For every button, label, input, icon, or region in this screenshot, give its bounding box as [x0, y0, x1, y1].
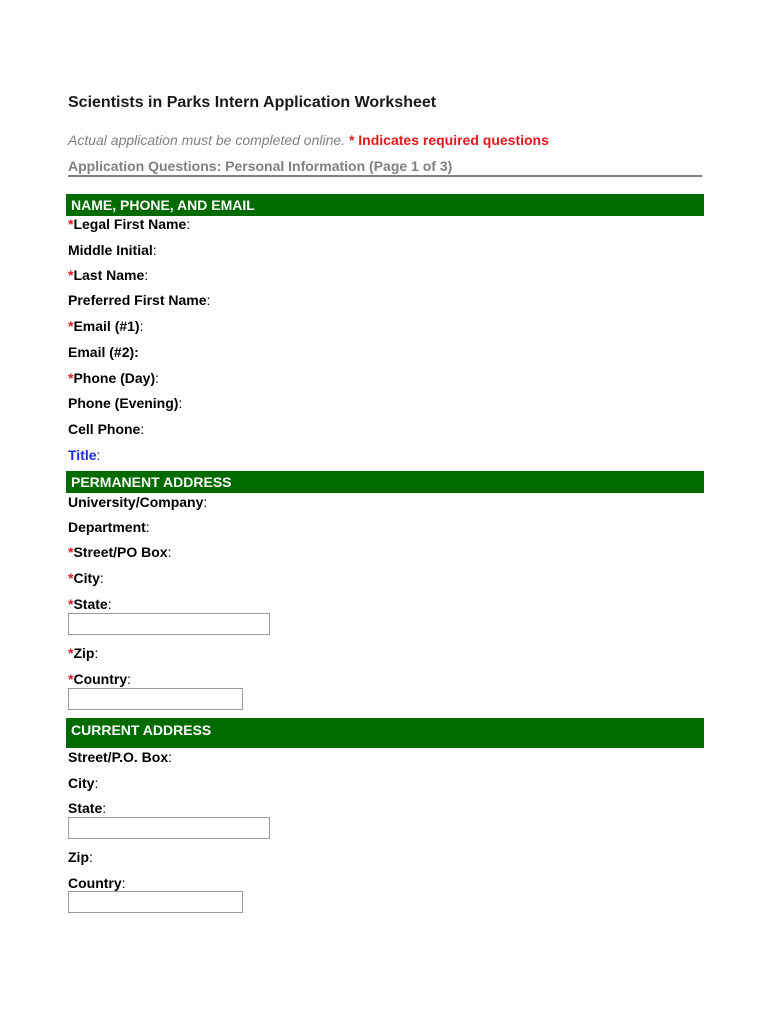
required-note: * Indicates required questions: [348, 132, 549, 148]
field-street-po-box: [68, 544, 171, 560]
field-label: State: [68, 800, 103, 816]
field-label: Title: [68, 447, 97, 463]
field-label: Legal First Name: [73, 216, 187, 232]
field-label: University/Company: [68, 494, 204, 510]
field-email-2: [68, 344, 139, 360]
field-label: State: [73, 596, 108, 612]
field-label: Zip: [73, 645, 95, 661]
field-current-street-po-box: [68, 749, 172, 765]
label-colon: :: [155, 370, 160, 386]
field-label: Email (#1): [73, 318, 140, 334]
field-current-city: [68, 775, 98, 791]
field-label: Email (#2): [68, 344, 135, 360]
field-label: Street/PO Box: [73, 544, 168, 560]
label-colon: :: [96, 447, 101, 463]
field-label: Preferred First Name: [68, 292, 207, 308]
label-colon: :: [203, 494, 208, 510]
section-bar-permanent-address: PERMANENT ADDRESS: [66, 471, 704, 493]
label-colon: :: [145, 519, 150, 535]
label-colon: :: [144, 267, 149, 283]
field-label: Phone (Evening): [68, 395, 179, 411]
field-label: Street/P.O. Box: [68, 749, 169, 765]
field-current-country: [68, 875, 126, 891]
field-last-name: [68, 267, 148, 283]
label-colon: :: [121, 875, 126, 891]
field-university-company: [68, 494, 207, 510]
label-colon: :: [102, 800, 107, 816]
section-bar-current-address: CURRENT ADDRESS: [66, 718, 704, 748]
field-label: Phone (Day): [73, 370, 156, 386]
field-title: [68, 447, 100, 463]
label-colon: :: [178, 395, 183, 411]
required-marker: *: [68, 216, 74, 232]
label-colon: :: [140, 421, 145, 437]
required-marker: *: [68, 596, 74, 612]
label-colon: :: [107, 596, 112, 612]
field-label: City: [68, 775, 95, 791]
required-marker: *: [68, 318, 74, 334]
field-city: [68, 570, 104, 586]
instructions-line: [68, 132, 549, 148]
required-marker: *: [68, 370, 74, 386]
label-colon: :: [99, 570, 104, 586]
label-colon: :: [89, 849, 93, 865]
label-colon: :: [168, 749, 173, 765]
label-colon: :: [186, 216, 191, 232]
required-marker: *: [68, 671, 74, 687]
field-label: Country: [68, 875, 122, 891]
field-current-zip: [68, 849, 93, 865]
section-bar-name-phone-email: NAME, PHONE, AND EMAIL: [66, 194, 704, 216]
field-phone-evening: [68, 395, 182, 411]
label-colon: :: [94, 775, 99, 791]
required-marker: *: [68, 544, 74, 560]
field-label: Middle Initial: [68, 242, 153, 258]
field-country: [68, 671, 131, 687]
field-current-state: [68, 800, 106, 816]
label-colon: :: [167, 544, 172, 560]
label-colon: :: [206, 292, 211, 308]
required-marker: *: [68, 570, 74, 586]
field-zip: [68, 645, 98, 661]
required-marker: *: [68, 267, 74, 283]
state-select-box[interactable]: [68, 613, 270, 635]
field-label: Department: [68, 519, 146, 535]
field-label: Last Name: [73, 267, 145, 283]
label-colon: :: [134, 344, 139, 360]
label-colon: :: [94, 645, 99, 661]
label-colon: :: [127, 671, 132, 687]
field-middle-initial: [68, 242, 157, 258]
document-title: Scientists in Parks Intern Application Worksheet: [68, 94, 437, 111]
field-label: Cell Phone: [68, 421, 141, 437]
field-email-1: [68, 318, 143, 334]
field-label: City: [73, 570, 100, 586]
field-label: Zip: [68, 849, 89, 865]
field-label: Country: [73, 671, 128, 687]
current-country-select-box[interactable]: [68, 891, 243, 913]
questions-section-heading: Application Questions: Personal Information (Page 1 of 3): [68, 158, 702, 177]
field-cell-phone: [68, 421, 144, 437]
online-note: Actual application must be completed online.: [68, 132, 346, 148]
field-phone-day: [68, 370, 159, 386]
label-colon: :: [139, 318, 144, 334]
field-preferred-first-name: [68, 292, 210, 308]
field-state: [68, 596, 112, 612]
label-colon: :: [152, 242, 157, 258]
field-department: [68, 519, 150, 535]
country-select-box[interactable]: [68, 688, 243, 710]
current-state-select-box[interactable]: [68, 817, 270, 839]
field-legal-first-name: [68, 216, 190, 232]
required-marker: *: [68, 645, 74, 661]
